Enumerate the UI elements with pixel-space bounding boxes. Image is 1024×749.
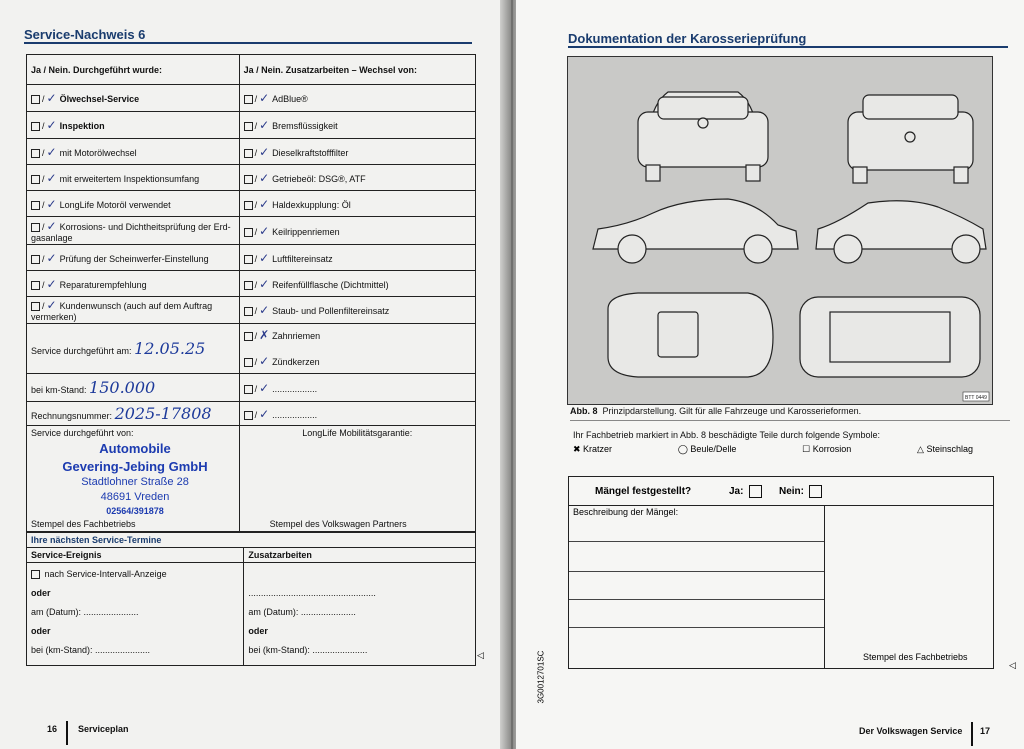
defects-divider [824, 505, 825, 668]
service-date-value: 12.05.25 [134, 339, 206, 358]
check-icon: ✓ [46, 196, 57, 211]
next-service-title: Ihre nächsten Service-Termine [27, 533, 476, 548]
service-event-cell[interactable]: nach Service-Intervall-Anzeige oder am (Datum): ...................... oder bei (km-Stand): ...................... [27, 563, 244, 666]
ja-label: Ja: [729, 486, 744, 497]
symbol-stone-chip: △ Steinschlag [917, 444, 973, 454]
check-icon: ✓ [259, 276, 270, 291]
right-item[interactable]: / ✓ Reifenfüllflasche (Dichtmittel) [239, 271, 475, 297]
stamp-line: Stadtlohner Straße 28 [81, 476, 189, 489]
left-item[interactable]: / ✓ mit Motorölwechsel [27, 139, 240, 165]
check-icon: ✓ [46, 250, 57, 265]
check-icon: ✓ [259, 118, 270, 132]
description-line[interactable] [569, 571, 824, 572]
symbol-scratch: ✖ Kratzer [573, 444, 613, 454]
col-right-header: Ja / Nein. Zusatzarbeiten – Wechsel von: [239, 55, 475, 85]
left-item[interactable]: / ✓ Prüfung der Scheinwerfer-Einstellung [27, 245, 240, 271]
description-line[interactable] [569, 541, 824, 542]
check-icon: ✓ [259, 170, 270, 185]
additional-work-cell[interactable]: ................................................... am (Datum): ...................... oder bei (km-Stand): ...................... [244, 563, 476, 666]
longlife-label: LongLife Mobilitätsgarantie: [302, 428, 413, 438]
check-icon: ✓ [259, 406, 270, 421]
right-item[interactable]: / ✓ Luftfiltereinsatz [239, 245, 475, 271]
check-icon: ✓ [46, 276, 57, 291]
left-item[interactable]: / ✓ Ölwechsel-Service [27, 85, 240, 112]
service-by-label: Service durchgeführt von: [31, 428, 134, 438]
right-page [516, 0, 1024, 749]
arrow-left-icon: ◁ [1009, 660, 1016, 670]
stamp-label: Stempel des Fachbetriebs [863, 652, 968, 662]
car-left-side-view [593, 199, 798, 263]
car-right-side-view [816, 201, 986, 263]
check-icon: ✓ [259, 223, 270, 238]
page-title: Service-Nachweis 6 [24, 27, 146, 42]
left-item[interactable]: / ✓ Inspektion [27, 112, 240, 139]
car-diagram-svg [568, 57, 992, 404]
title-rule [24, 42, 472, 44]
check-icon: ✗ [259, 328, 270, 342]
description-line[interactable] [569, 627, 824, 628]
right-item[interactable]: / ✓ Keilrippenriemen [239, 217, 475, 245]
description-label: Beschreibung der Mängel: [573, 507, 679, 517]
right-item[interactable]: / ✓ Staub- und Pollenfiltereinsatz [239, 297, 475, 324]
check-icon: ✓ [46, 144, 57, 159]
defects-label: Mängel festgestellt? [595, 486, 692, 497]
stamp-right-label: Stempel des Volkswagen Partners [269, 519, 407, 529]
footer-divider [971, 722, 973, 746]
defects-box [568, 476, 994, 669]
right-item[interactable]: / ✓ Haldexkupplung: Öl [239, 191, 475, 217]
symbol-dent: ◯ Beule/Delle [677, 444, 737, 454]
check-icon: ✓ [259, 380, 270, 395]
right-item[interactable]: / ✓ Getriebeöl: DSG®, ATF [239, 165, 475, 191]
symbol-legend [573, 444, 973, 455]
check-icon: ✓ [46, 218, 57, 233]
km-cell[interactable]: bei km-Stand: 150.000 [27, 374, 240, 402]
check-icon: ✓ [46, 118, 57, 132]
page-number: 16 [47, 724, 58, 734]
page-title: Dokumentation der Karosserieprüfung [568, 31, 807, 46]
left-item[interactable]: / ✓ Korrosions- und Dichtheitsprüfung der Erd-gasanlage [27, 217, 240, 245]
next-col2-header: Zusatzarbeiten [244, 548, 476, 563]
left-item[interactable]: / ✓ mit erweitertem Inspektionsumfang [27, 165, 240, 191]
service-date-cell[interactable]: Service durchgeführt am: 12.05.25 [27, 324, 240, 374]
car-top-view [608, 293, 773, 377]
invoice-value: 2025-17808 [114, 404, 212, 423]
footer-label: Serviceplan [78, 724, 129, 734]
stamp-line: Automobile [99, 441, 171, 456]
fig-code: BTT 0449 [965, 395, 987, 401]
next-service-table [26, 532, 476, 666]
col-left-header: Ja / Nein. Durchgeführt wurde: [27, 55, 240, 85]
check-icon: ✓ [46, 298, 57, 312]
car-front-view [848, 95, 973, 183]
footer-divider [66, 721, 68, 745]
km-value: 150.000 [89, 378, 156, 397]
service-table [26, 54, 476, 532]
check-icon: ✓ [259, 196, 270, 211]
symbol-corrosion: ☐ Korrosion [802, 444, 852, 454]
figure-caption: Abb. 8 Prinzipdarstellung. Gilt für alle Fahrzeuge und Karosserieformen. [570, 406, 862, 416]
check-icon: ✓ [46, 91, 57, 105]
check-icon: ✓ [259, 250, 270, 265]
invoice-cell[interactable]: Rechnungsnummer: 2025-17808 [27, 402, 240, 426]
left-page [0, 0, 508, 749]
check-icon: ✓ [259, 144, 270, 159]
check-icon: ✓ [46, 170, 57, 185]
longlife-cell [239, 426, 475, 532]
left-item[interactable]: / ✓ Kundenwunsch (auch auf dem Auftrag vermerken) [27, 297, 240, 324]
title-rule [568, 46, 1008, 48]
right-item[interactable]: / ✓ Dieselkraftstofffilter [239, 139, 475, 165]
page-number: 17 [980, 726, 991, 736]
car-bottom-view [800, 297, 980, 377]
right-item[interactable]: / ✓ AdBlue® [239, 85, 475, 112]
right-item[interactable]: / ✓ .................. [239, 374, 475, 402]
nein-checkbox[interactable] [809, 485, 822, 498]
description-line[interactable] [569, 599, 824, 600]
check-icon: ✓ [259, 354, 270, 368]
next-col1-header: Service-Ereignis [27, 548, 244, 563]
caption-divider [570, 420, 1010, 421]
check-icon: ✓ [259, 303, 270, 317]
left-item[interactable]: / ✓ LongLife Motoröl verwendet [27, 191, 240, 217]
stamp-line: Gevering-Jebing GmbH [62, 458, 208, 474]
car-diagram[interactable] [567, 56, 993, 405]
mark-intro: Ihr Fachbetrieb markiert in Abb. 8 beschädigte Teile durch folgende Symbole: [573, 430, 881, 440]
defects-header [569, 477, 993, 506]
check-icon: ✓ [259, 91, 270, 105]
stamp-left-label: Stempel des Fachbetriebs [31, 519, 136, 529]
arrow-left-icon: ◁ [477, 650, 484, 660]
footer-label: Der Volkswagen Service [859, 726, 963, 736]
ja-checkbox[interactable] [749, 485, 762, 498]
right-item[interactable]: / ✓ Bremsflüssigkeit [239, 112, 475, 139]
car-rear-view [638, 92, 768, 181]
nein-label: Nein: [779, 486, 804, 497]
right-item[interactable]: / ✗ Zahnriemen / ✓ Zündkerzen [239, 324, 475, 374]
stamp-line: 48691 Vreden [100, 490, 170, 503]
service-by-cell [27, 426, 240, 532]
stamp-line: 02564/391878 [106, 505, 164, 516]
vertical-code: 3G0012701SC [536, 650, 546, 704]
dealer-stamp [35, 440, 235, 517]
left-item[interactable]: / ✓ Reparaturempfehlung [27, 271, 240, 297]
right-item[interactable]: / ✓ .................. [239, 402, 475, 426]
